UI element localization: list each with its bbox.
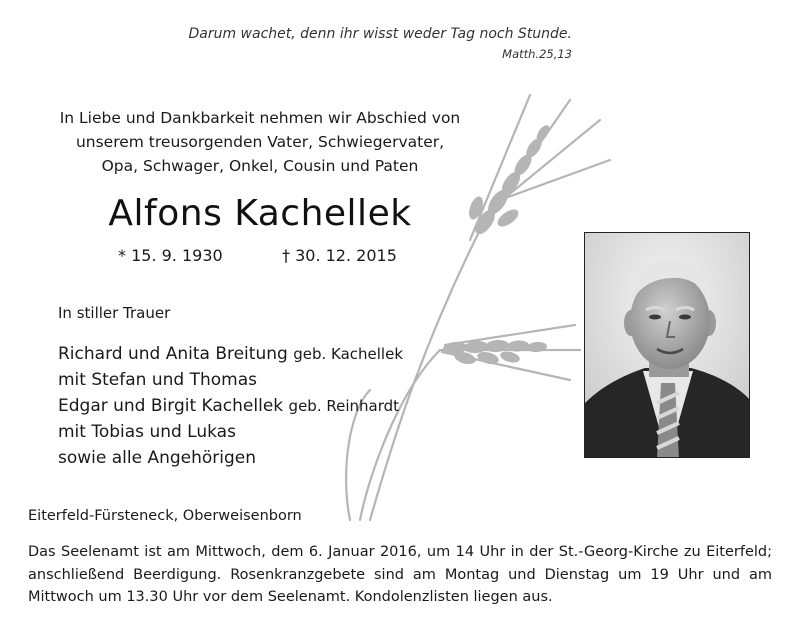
intro-line: unserem treusorgenden Vater, Schwiegervater, [75,133,445,151]
bible-verse-reference: Matth.25,13 [502,47,572,61]
birth-date: * 15. 9. 1930 [118,246,223,265]
mourner-line [58,341,403,367]
intro-text [40,106,480,178]
mourner-line [58,393,403,419]
death-date: † 30. 12. 2015 [282,246,397,265]
mourner-name: sowie alle Angehörigen [58,448,257,468]
intro-line: In Liebe und Dankbarkeit nehmen wir Abschied von [59,109,461,127]
portrait-photo [584,232,750,458]
mourning-heading: In stiller Trauer [58,304,171,322]
mourner-name: Edgar und Birgit Kachellek [58,396,284,416]
portrait-icon [585,233,750,458]
mourner-name: Richard und Anita Breitung [58,344,288,364]
maiden-name: geb. Reinhardt [288,397,400,415]
mourner-line [58,419,403,445]
bible-verse: Darum wachet, denn ihr wisst weder Tag noch Stunde. [188,26,572,42]
place-names: Eiterfeld-Fürsteneck, Oberweisenborn [28,508,302,524]
mourner-line [58,367,403,393]
mourner-line [58,445,403,471]
intro-line: Opa, Schwager, Onkel, Cousin und Paten [101,157,419,175]
service-details: Das Seelenamt ist am Mittwoch, dem 6. Januar 2016, um 14 Uhr in der St.-Georg-Kirche zu Eiterfeld; anschließend Beerdigung. Rosenkranzgebete sind am Montag und Dienstag um 19 Uhr und am Mittwoch um 13.30 Uhr vor dem Seelenamt. Kondolenzlisten liegen aus. [28,544,772,605]
mourner-name: mit Tobias und Lukas [58,422,236,442]
deceased-name: Alfons Kachellek [108,193,412,234]
mourners-list [58,341,403,471]
maiden-name: geb. Kachellek [293,345,404,363]
mourner-name: mit Stefan und Thomas [58,370,257,390]
